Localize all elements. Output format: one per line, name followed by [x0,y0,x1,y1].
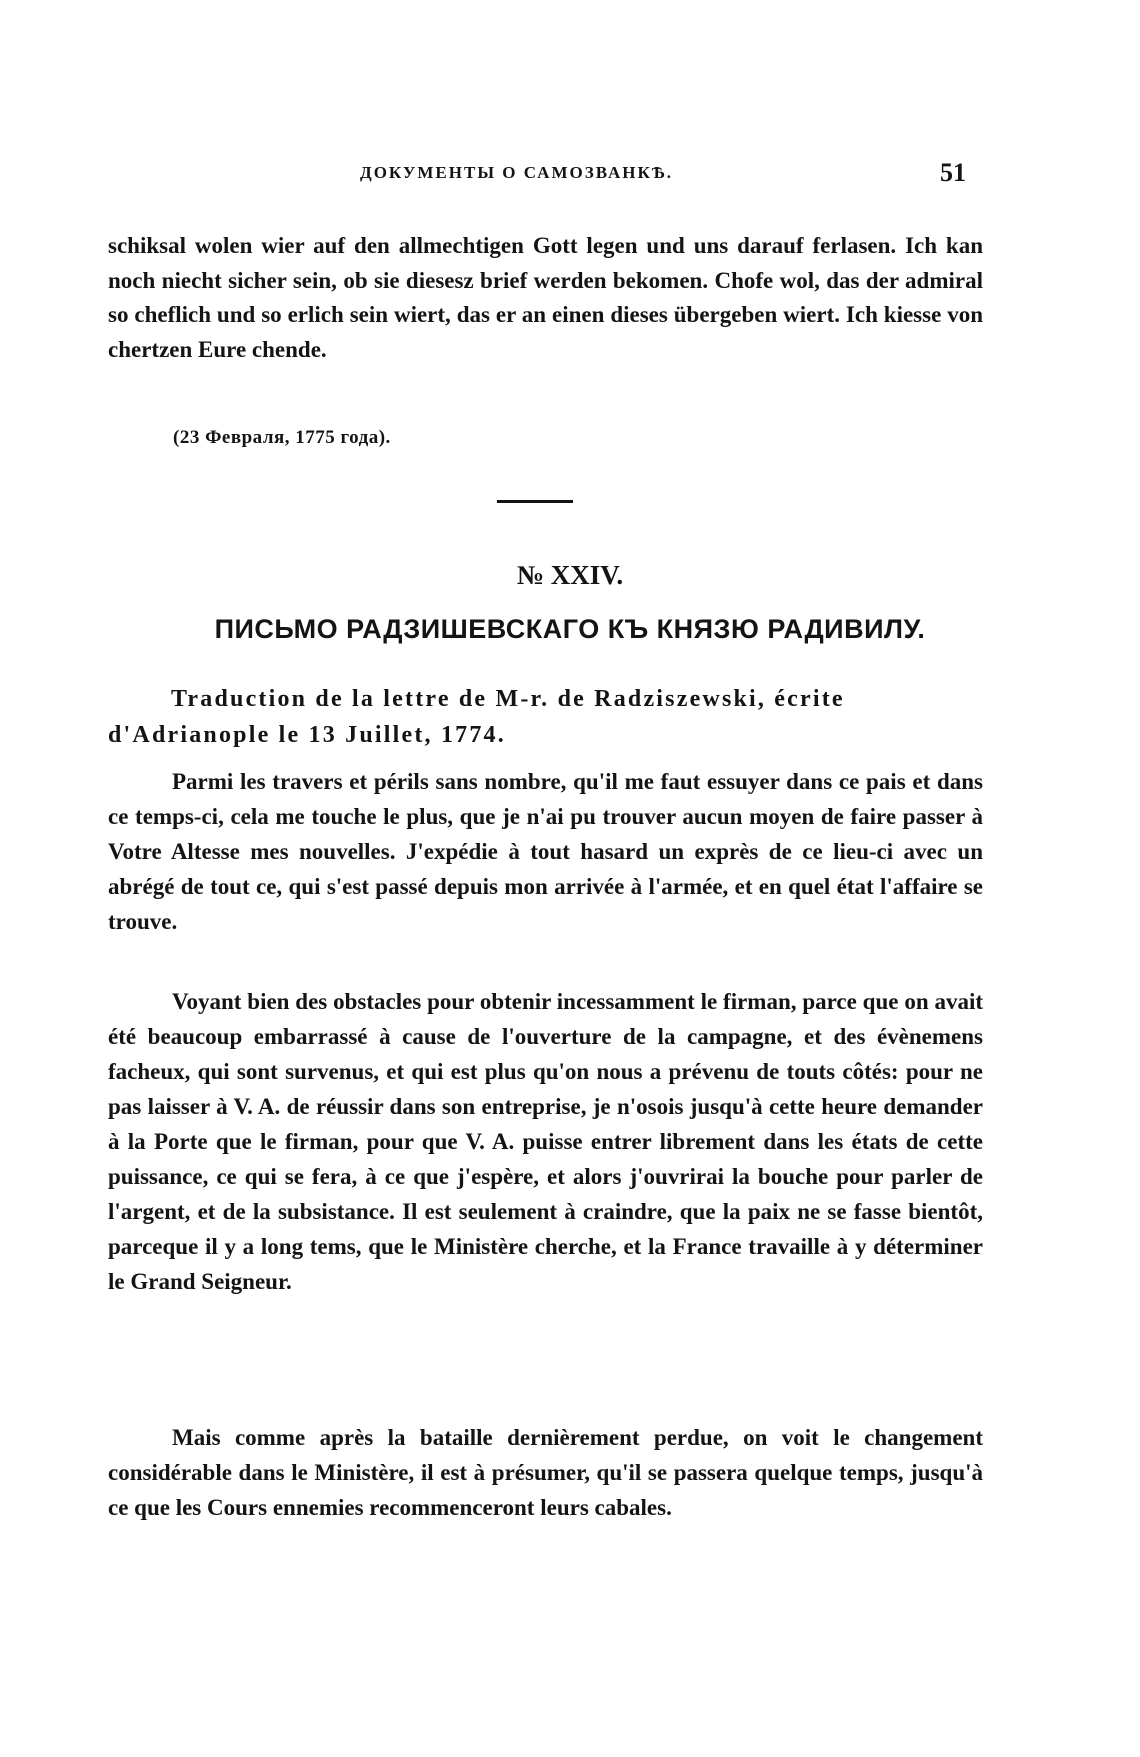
document-number: № XXIV. [516,560,624,590]
page-number: 51 [940,158,966,187]
paragraph-3: Mais comme après la bataille dernièrement perdue, on voit le changement considérable dans le Ministère, il est à présumer, qu'il se passera quelque temps, jusqu'à ce que les Cours ennemies recommenceront leurs cabales. [108,1425,983,1520]
letter-subtitle [108,681,983,753]
letter-title: ПИСЬМО РАДЗИШЕВСКАГО КЪ КНЯЗЮ РАДИВИЛУ. [214,614,926,644]
subtitle-line-1: Traduction de la lettre de M-r. de Radziszewski, écrite [171,686,845,712]
subtitle-line-2: d'Adrianople le 13 Juillet, 1774. [108,722,506,748]
running-head: ДОКУМЕНТЫ О САМОЗВАНКѢ. [360,163,674,182]
letter-date: (23 Февраля, 1775 года). [173,427,391,448]
paragraph-1: Parmi les travers et périls sans nombre, qu'il me faut essuyer dans ce pais et dans ce temps-ci, cela me touche le plus, que je n'ai pu trouver aucun moyen de faire passer à Votre Altesse mes nouvelles. J'expédie à tout hasard un exprès de ce lieu-ci avec un abrégé de tout ce, qui s'est passé depuis mon arrivée à l'armée, et en quel état l'affaire se trouve. [108,769,983,934]
german-letter-text: schiksal wolen wier auf den allmechtigen Gott legen und uns darauf ferlasen. Ich kan noch niecht sicher sein, ob sie diesesz brief werden bekomen. Chofe wol, das der admiral so cheflich und so erlich sein wiert, das er an einen dieses übergeben wiert. Ich kiesse von chertzen Eure chende. [108,233,983,362]
section-divider [497,500,573,503]
paragraph-2: Voyant bien des obstacles pour obtenir incessamment le firman, parce que on avait été beaucoup embarrassé à cause de l'ouverture de la campagne, et des évènemens facheux, qui sont survenus, et qui est plus qu'on nous a prévenu de touts côtés: pour ne pas laisser à V. A. de réussir dans son entreprise, je n'osois jusqu'à cette heure demander à la Porte que le firman, pour que V. A. puisse entrer librement dans les états de cette puissance, ce qui se fera, à ce que j'espère, et alors j'ouvrirai la bouche pour parler de l'argent, et de la subsistance. Il est seulement à craindre, que la paix ne se fasse bientôt, parceque il y a long tems, que le Ministère cherche, et la France travaille à y déterminer le Grand Seigneur. [108,989,983,1294]
